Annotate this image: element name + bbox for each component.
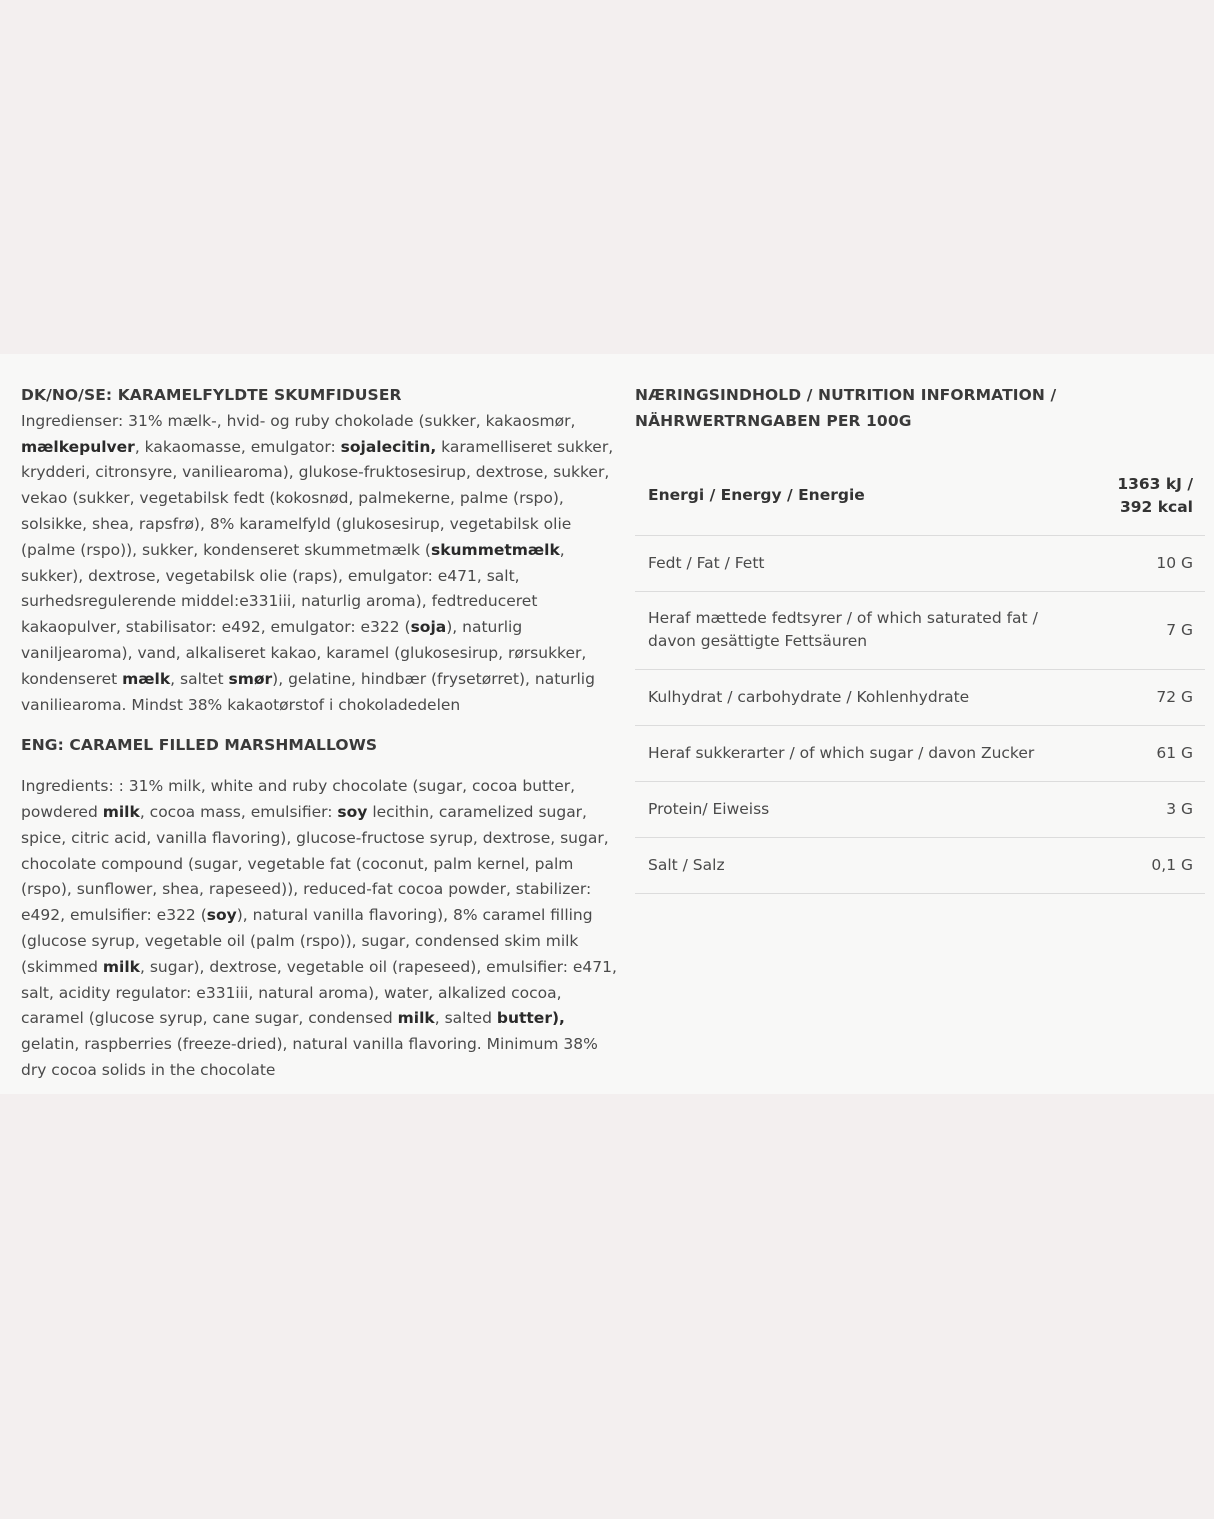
salt-value: 0,1 G <box>1151 855 1193 874</box>
allergen-text: soy <box>206 906 237 925</box>
saturated-fat-label-line2: davon gesättigte Fettsäuren <box>648 632 868 651</box>
nutrition-heading-line1: NÆRINGSINDHOLD / NUTRITION INFORMATION / <box>635 386 1057 404</box>
protein-label: Protein/ Eiweiss <box>648 799 770 818</box>
ingredient-text: , sukker), dextrose, vegetabilsk olie (raps), emulgator: e471, salt, surhedsregulerende middel:e331iii, naturlig aroma), fedtreduceret kakaopulver, stabilisator: e492, emulgator: e322 ( <box>21 540 565 637</box>
english-ingredients <box>21 774 617 1084</box>
ingredient-text: , kakaomasse, emulgator: <box>134 437 341 456</box>
fat-label: Fedt / Fat / Fett <box>648 553 765 572</box>
nutrition-table <box>635 457 1205 894</box>
table-row-salt <box>635 838 1205 894</box>
allergen-text: smør <box>228 669 273 688</box>
salt-label: Salt / Salz <box>648 855 725 874</box>
table-row-energy <box>635 457 1205 536</box>
sugar-value: 61 G <box>1156 743 1193 762</box>
energy-value-kcal: 392 kcal <box>1119 497 1193 516</box>
carbohydrate-value: 72 G <box>1156 687 1193 706</box>
nutrition-heading <box>635 383 1205 435</box>
saturated-fat-label <box>648 607 1038 653</box>
protein-value: 3 G <box>1166 799 1193 818</box>
nutrition-column <box>635 383 1205 894</box>
allergen-text: milk <box>102 802 140 821</box>
table-row-protein <box>635 782 1205 838</box>
ingredient-text: , saltet <box>170 669 229 688</box>
energy-value <box>1117 473 1193 519</box>
ingredient-text: ), naturlig vaniljearoma), vand, alkaliseret kakao, karamel (glukosesirup, rørsukker, kondenseret <box>21 618 587 688</box>
allergen-text: sojalecitin, <box>340 437 437 456</box>
sugar-label: Heraf sukkerarter / of which sugar / davon Zucker <box>648 743 1035 762</box>
ingredient-text: Ingredienser: 31% mælk-, hvid- og ruby chokolade (sukker, kakaosmør, <box>21 411 576 430</box>
allergen-text: skummetmælk <box>430 540 560 559</box>
energy-value-kj: 1363 kJ / <box>1117 474 1193 493</box>
allergen-text: butter), <box>496 1009 565 1028</box>
allergen-text: milk <box>102 957 140 976</box>
ingredient-text: gelatin, raspberries (freeze-dried), natural vanilla flavoring. Minimum 38% dry cocoa solids in the chocolate <box>21 1035 598 1079</box>
energy-label: Energi / Energy / Energie <box>648 486 865 505</box>
ingredient-text: Ingredients: : 31% milk, white and ruby chocolate (sugar, cocoa butter, powdered <box>21 777 576 821</box>
ingredient-text: ), natural vanilla flavoring), 8% caramel filling (glucose syrup, vegetable oil (palm (rspo)), sugar, condensed skim milk (skimmed <box>21 906 593 976</box>
product-info-panel <box>0 354 1214 1094</box>
table-row-fat <box>635 536 1205 592</box>
nutrition-heading-line2: NÄHRWERTRNGABEN PER 100G <box>635 411 912 430</box>
ingredients-column <box>21 383 617 1084</box>
ingredient-text: lecithin, caramelized sugar, spice, citric acid, vanilla flavoring), glucose-fructose syrup, dextrose, sugar, chocolate compound (sugar, vegetable fat (coconut, palm kernel, palm (rspo), sunflower, shea, rapeseed)), reduced-fat cocoa powder, stabilizer: e492, emulsifier: e322 ( <box>21 802 609 925</box>
table-row-saturated-fat <box>635 592 1205 670</box>
ingredient-text: ), gelatine, hindbær (frysetørret), naturlig vaniliearoma. Mindst 38% kakaotørstof i chokoladedelen <box>21 669 595 714</box>
saturated-fat-label-line1: Heraf mættede fedtsyrer / of which saturated fat / <box>648 609 1038 628</box>
allergen-text: soja <box>410 618 447 637</box>
allergen-text: mælk <box>122 669 171 688</box>
allergen-text: soy <box>337 802 368 821</box>
ingredient-text: , cocoa mass, emulsifier: <box>139 802 338 821</box>
allergen-text: milk <box>397 1009 435 1028</box>
table-row-carbohydrate <box>635 670 1205 726</box>
fat-value: 10 G <box>1156 553 1193 572</box>
ingredient-text: , salted <box>434 1009 497 1028</box>
saturated-fat-value: 7 G <box>1166 620 1193 639</box>
danish-heading: DK/NO/SE: KARAMELFYLDTE SKUMFIDUSER <box>21 386 402 404</box>
ingredient-text: , sugar), dextrose, vegetable oil (rapeseed), emulsifier: e471, salt, acidity regulator: e331iii, natural aroma), water, alkalized cocoa, caramel (glucose syrup, cane sugar, condensed <box>21 957 617 1028</box>
danish-ingredients <box>21 409 617 719</box>
allergen-text: mælkepulver <box>21 437 135 456</box>
english-heading: ENG: CARAMEL FILLED MARSHMALLOWS <box>21 736 378 755</box>
table-row-sugar <box>635 726 1205 782</box>
ingredient-text: karamelliseret sukker, krydderi, citronsyre, vaniliearoma), glukose-fruktosesirup, dextrose, sukker, vekao (sukker, vegetabilsk fedt (kokosnød, palmekerne, palme (rspo), solsikke, shea, rapsfrø), 8% karamelfyld (glukosesirup, vegetabilsk olie (palme (rspo)), sukker, kondenseret skummetmælk ( <box>21 437 614 559</box>
carbohydrate-label: Kulhydrat / carbohydrate / Kohlenhydrate <box>648 687 970 706</box>
